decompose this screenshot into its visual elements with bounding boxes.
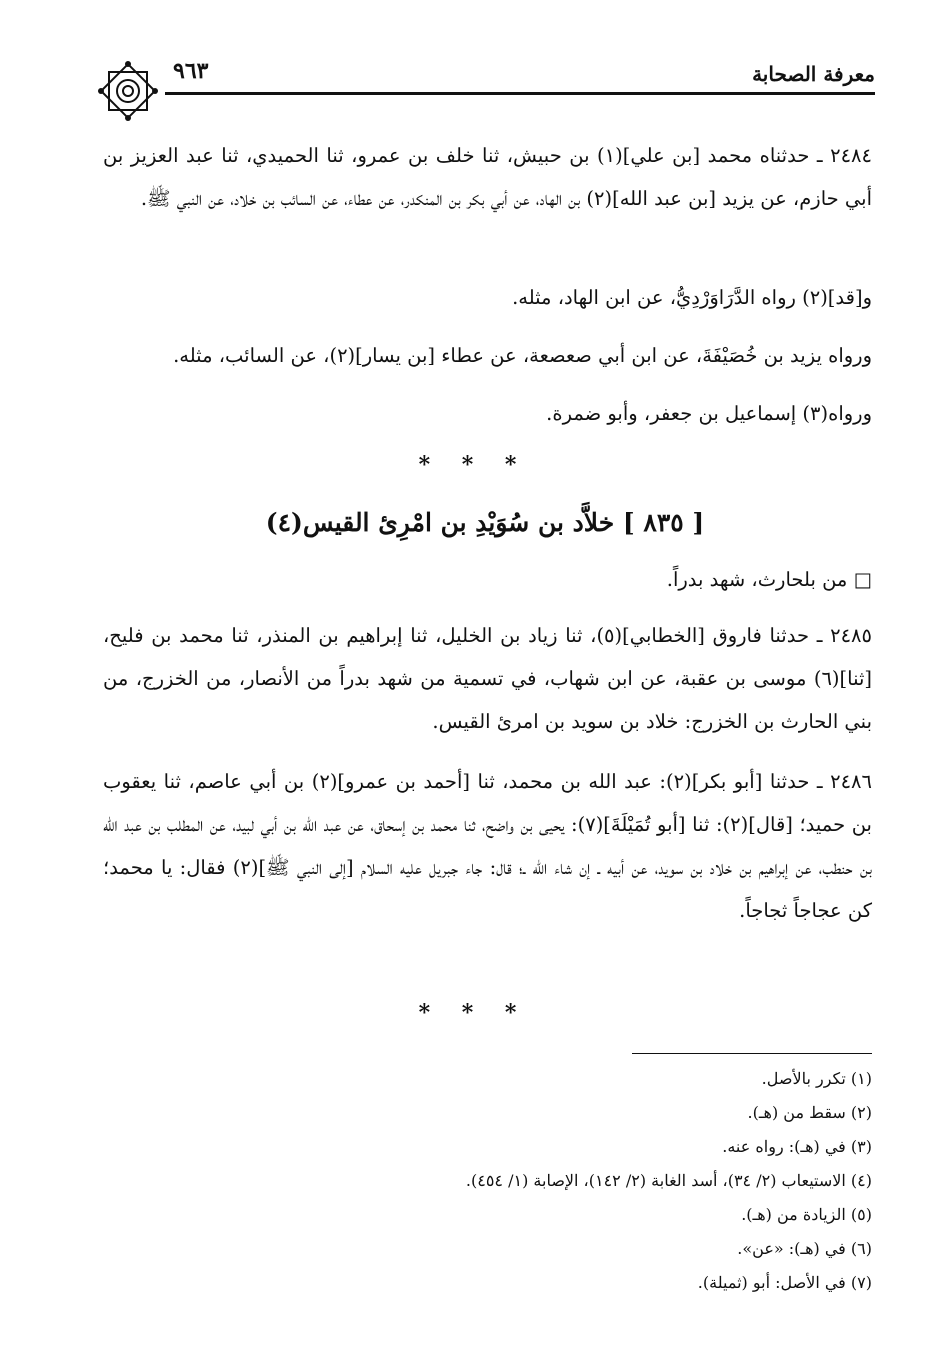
hadith-2485: ٢٤٨٥ ـ حدثنا فاروق [الخطابي](٥)، ثنا زياد بن الخليل، ثنا إبراهيم بن المنذر، ثنا محمد بن فليح، [ثنا](٦) موسى بن عقبة، عن ابن شهاب، في تسمية من شهد بدراً من الأنصار، من الخزرج، من بني الحارث بن الخزرج: خلاد بن سويد بن امرئ القيس. — [103, 624, 872, 733]
narration-block — [103, 276, 872, 319]
header-rule — [165, 92, 875, 95]
section-separator-2: * * * — [418, 1000, 529, 1026]
footnote-1: (١) تكرر بالأصل. — [761, 1069, 872, 1088]
narration-daraawardi: و[قد](٢) رواه الدَّرَاوَرْدِيُّ، عن ابن الهاد، مثله. — [512, 286, 872, 309]
entry-heading: [ ٨٣٥ ] خلاَّد بن سُوَيْدِ بن امْرِئ القيس(٤) — [265, 508, 705, 537]
hadith-block-2485 — [103, 614, 872, 743]
page-number: ٩٦٣ — [173, 58, 209, 84]
hadith-2484: ٢٤٨٤ ـ حدثناه محمد [بن علي](١) بن حبيش، ثنا خلف بن عمرو، ثنا الحميدي، ثنا عبد العزيز بن أبي حازم، عن يزيد [بن عبد الله](٢) بن الهاد، عن أبي بكر بن المنكدر، عن عطاء، عن السائب بن خلاد، عن النبي ﷺ. — [103, 144, 872, 210]
footnote-6: (٦) في (هـ): «عن». — [737, 1239, 872, 1258]
footnote-5: (٥) الزيادة من (هـ). — [741, 1205, 872, 1224]
footnote-2: (٢) سقط من (هـ). — [747, 1103, 872, 1122]
narration-block-3 — [103, 392, 872, 435]
narration-yazid: ورواه يزيد بن خُصَيْفَةَ، عن ابن أبي صعصعة، عن عطاء [بن يسار](٢)، عن السائب، مثله. — [173, 344, 872, 367]
hadith-2486: ٢٤٨٦ ـ حدثنا [أبو بكر](٢): عبد الله بن محمد، ثنا [أحمد بن عمرو](٢) بن أبي عاصم، ثنا يعقوب بن حميد؛ [قال](٢): ثنا [أبو تُمَيْلَةَ](٧): يحيى بن واضح، ثنا محمد بن إسحاق، عن عبد الله بن أبي لبيد، عن المطلب بن عبد الله بن حنطب، عن إبراهيم بن خلاد بن سويد، عن أبيه ـ إن شاء الله ـ؛ قال: جاء جبريل عليه السلام [إلى النبي ﷺ](٢) فقال: يا محمد؛ كن عجاجاً ثجاجاً. — [103, 770, 873, 922]
hadith-block-2484 — [103, 134, 872, 220]
section-separator: * * * — [418, 452, 529, 478]
narration-ismail: ورواه(٣) إسماعيل بن جعفر، وأبو ضمرة. — [546, 402, 872, 425]
hadith-block-2486 — [103, 760, 872, 932]
footnotes — [260, 1062, 872, 1300]
footnote-7: (٧) في الأصل: أبو (ثميلة). — [697, 1273, 872, 1292]
ornament-icon — [95, 58, 161, 124]
footnote-4: (٤) الاستيعاب (٢/ ٣٤)، أسد الغابة (٢/ ١٤٢)، الإصابة (١/ ٤٥٤). — [465, 1171, 872, 1190]
entry-intro: □ من بلحارث، شهد بدراً. — [666, 568, 872, 591]
entry-intro-block — [103, 558, 872, 601]
narration-block-2 — [103, 334, 872, 377]
footnote-3: (٣) في (هـ): رواه عنه. — [722, 1137, 872, 1156]
page-header — [95, 56, 875, 116]
running-title: معرفة الصحابة — [752, 62, 875, 86]
footnote-rule — [632, 1053, 872, 1054]
